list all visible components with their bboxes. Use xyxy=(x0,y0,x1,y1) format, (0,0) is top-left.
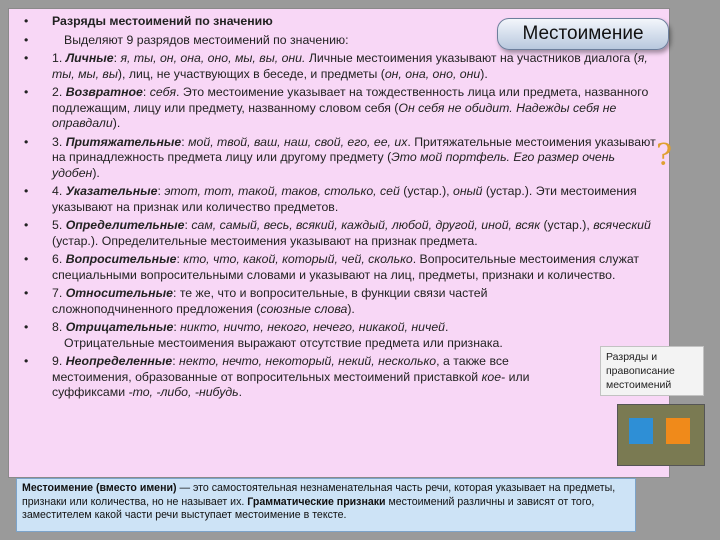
bullet-icon: • xyxy=(24,51,29,65)
examples: себя xyxy=(149,85,177,99)
description: . xyxy=(445,320,449,334)
examples: он, она, оно, они xyxy=(384,66,481,81)
definition-text: — это самостоятельная незнаменательная часть речи, которая указывает на предметы, признаки или количества, но не называет их. xyxy=(22,482,616,508)
description: (устар.). Определительные местоимения указывают на признак предмета. xyxy=(52,233,478,248)
examples: никто, ничто, некого, нечего, никакой, ничей xyxy=(180,320,446,334)
list-item xyxy=(24,33,664,49)
bullet-icon: • xyxy=(24,354,29,368)
list-item xyxy=(24,218,664,249)
examples: всяческий xyxy=(593,218,651,232)
thumbnail-preview[interactable] xyxy=(617,404,705,466)
category-name: Отрицательные xyxy=(65,320,174,334)
colon: : xyxy=(173,320,181,334)
examples: союзные слова xyxy=(260,301,348,316)
bullet-icon: • xyxy=(24,134,29,149)
category-name: Притяжательные xyxy=(65,134,182,149)
list-item xyxy=(24,336,664,352)
category-name: Относительные xyxy=(65,286,173,300)
list-item xyxy=(24,184,664,215)
thumbnail-tile-blue xyxy=(629,418,653,444)
definition-box xyxy=(16,478,636,532)
description: (устар.), xyxy=(399,184,454,198)
description: , а также все местоимения, образованные от вопросительных местоимений приставкой xyxy=(52,354,509,384)
description: те же, что и вопросительные, в функции связи частей сложноподчиненного предложения ( xyxy=(52,286,488,316)
bullet-icon: • xyxy=(24,252,29,266)
description: Отрицательные местоимения выражают отсутствие предмета или признака. xyxy=(64,335,503,350)
section-heading: Разряды местоимений по значению xyxy=(52,14,273,28)
examples: я, ты, мы, вы xyxy=(52,51,648,81)
category-name: Неопределенные xyxy=(65,354,173,368)
description: ). xyxy=(92,165,100,180)
category-name: Указательные xyxy=(65,184,158,198)
description: . xyxy=(238,385,243,399)
thumbnail-tile-orange xyxy=(666,418,690,444)
side-label: Разряды и правописание местоимений xyxy=(600,346,704,396)
list-item xyxy=(24,252,664,283)
item-number: 4. xyxy=(52,184,66,198)
examples: этот, тот, такой, таков, столько, сей xyxy=(164,184,400,198)
category-name: Вопросительные xyxy=(65,252,177,266)
description: . Притяжательные местоимения указывают на принадлежность предмета лицу или другому предмету ( xyxy=(52,134,656,164)
colon: : xyxy=(172,354,180,368)
description: (устар.). Эти местоимения указывают на признак или количество предметов. xyxy=(52,184,637,214)
colon: : xyxy=(184,218,192,232)
description: ), лиц, не участвующих в беседе, и предметы ( xyxy=(117,66,385,81)
list-item xyxy=(24,354,664,401)
bullet-icon: • xyxy=(24,320,29,334)
item-number: 9. xyxy=(52,354,66,368)
description: или суффиксами xyxy=(52,369,530,399)
bullet-icon: • xyxy=(24,85,29,99)
slide-content xyxy=(24,14,664,404)
item-number: 2. xyxy=(52,85,66,99)
item-number: 8. xyxy=(52,320,66,334)
list-item xyxy=(24,286,664,317)
item-number: 3. xyxy=(52,134,66,149)
description: . Это местоимение указывает на тождественность лица или предмета, названного подлежащим, лицу или предмету, названному словом себя ( xyxy=(52,85,649,115)
item-number: 6. xyxy=(52,252,66,266)
description: Личные местоимения указывают на участников диалога ( xyxy=(305,51,638,65)
question-mark-icon: ? xyxy=(656,138,673,173)
colon: : xyxy=(113,51,121,65)
examples: кто, что, какой, который, чей, сколько xyxy=(183,252,413,266)
examples: сам, самый, весь, всякий, каждый, любой, другой, иной, всяк xyxy=(191,218,541,232)
examples: оный xyxy=(453,184,483,198)
examples: Это мой портфель. Его размер очень удобен xyxy=(52,150,616,180)
bullet-icon: • xyxy=(24,286,29,300)
description: . Вопросительные местоимения служат специальными вопросительными словами и указывают на лиц, предметы, признаки и количество. xyxy=(52,252,640,282)
list-item xyxy=(24,135,664,182)
description: ). xyxy=(480,66,488,81)
colon: : xyxy=(181,134,189,149)
definition-text: местоимений различны и зависят от того, заместителем какой части речи выступает местоимение в тексте. xyxy=(22,495,595,521)
item-number: 1. xyxy=(52,51,66,65)
examples: кое- xyxy=(481,369,506,384)
colon: : xyxy=(157,184,165,198)
item-number: 5. xyxy=(52,218,66,232)
description: (устар.), xyxy=(540,218,594,232)
bullet-icon: • xyxy=(24,14,29,28)
examples: некто, нечто, некоторый, некий, несколько xyxy=(179,354,437,368)
list-item xyxy=(24,51,664,82)
slide-title: Местоимение xyxy=(497,18,669,50)
definition-term: Местоимение xyxy=(22,482,94,494)
bullet-icon: • xyxy=(24,184,29,198)
description: ). xyxy=(347,301,355,316)
examples: -то, -либо, -нибудь xyxy=(128,385,239,399)
definition-term-paren: (вместо имени) xyxy=(93,482,177,494)
colon: : xyxy=(172,286,180,300)
category-name: Определительные xyxy=(65,218,185,232)
examples: мой, твой, ваш, наш, свой, его, ее, их xyxy=(188,134,408,149)
list-item xyxy=(24,14,664,30)
intro-text: Выделяют 9 разрядов местоимений по значению: xyxy=(64,32,349,47)
category-name: Личные xyxy=(65,51,114,65)
list-item xyxy=(24,320,664,336)
description: ). xyxy=(112,116,121,130)
examples: я, ты, он, она, оно, мы, вы, они. xyxy=(120,51,306,65)
examples: Он себя не обидит. Надежды себя не оправдали xyxy=(52,100,617,130)
definition-bold: Грамматические признаки xyxy=(247,495,386,508)
bullet-icon: • xyxy=(24,218,29,232)
colon: : xyxy=(176,252,184,266)
colon: : xyxy=(142,85,150,99)
item-number: 7. xyxy=(52,286,66,300)
list-item xyxy=(24,85,664,132)
bullet-icon: • xyxy=(24,32,29,47)
category-name: Возвратное xyxy=(65,85,143,99)
